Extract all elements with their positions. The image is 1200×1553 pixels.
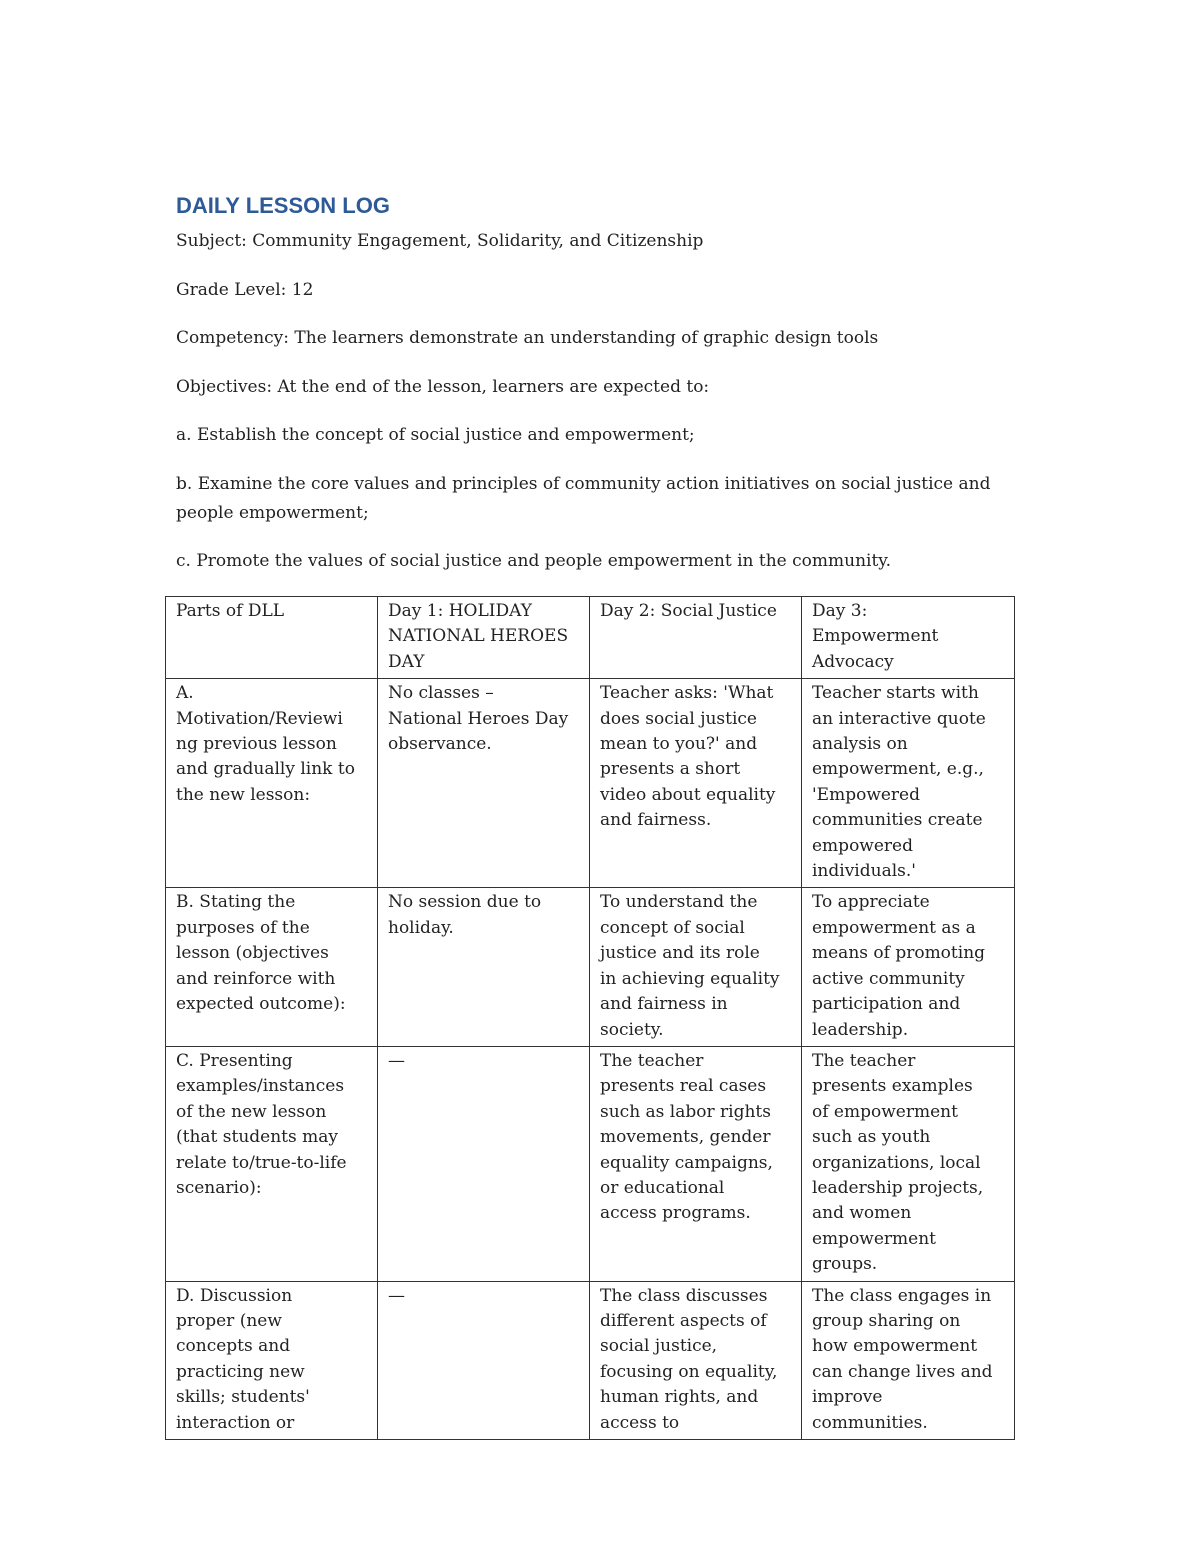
objective-b: b. Examine the core values and principles of community action initiatives on social justice and people empowerment; xyxy=(176,474,991,523)
row-b-day3: To appreciate empowerment as a means of promoting active community participation and leadership. xyxy=(812,892,986,1040)
table-cell xyxy=(378,888,590,1046)
header-cell-parts xyxy=(166,597,378,679)
grade-level-line: Grade Level: 12 xyxy=(176,280,314,300)
table-cell xyxy=(590,679,802,888)
row-a-day1: No classes – National Heroes Day observance. xyxy=(388,683,569,755)
row-b-part: B. Stating the purposes of the lesson (objectives and reinforce with expected outcome): xyxy=(176,892,346,1015)
objective-c: c. Promote the values of social justice and people empowerment in the community. xyxy=(176,551,892,571)
table-row xyxy=(166,1046,1015,1281)
table-header-row xyxy=(166,597,1015,679)
row-d-day3: The class engages in group sharing on how empowerment can change lives and improve communities. xyxy=(812,1285,993,1433)
objective-a: a. Establish the concept of social justice and empowerment; xyxy=(176,425,695,445)
header-cell-day2 xyxy=(590,597,802,679)
row-c-day2: The teacher presents real cases such as labor rights movements, gender equality campaigns, or educational access programs. xyxy=(600,1050,773,1224)
row-d-day2: The class discusses different aspects of social justice, focusing on equality, human rights, and access to xyxy=(600,1285,778,1433)
row-b-day2: To understand the concept of social justice and its role in achieving equality and fairness in society. xyxy=(600,892,780,1040)
row-a-part: A. Motivation/Reviewi ng previous lesson and gradually link to the new lesson: xyxy=(176,683,355,805)
table-cell xyxy=(802,1046,1015,1281)
table-cell xyxy=(590,888,802,1046)
row-c-day1: — xyxy=(388,1050,405,1071)
header-label: Parts of DLL xyxy=(176,601,285,621)
header-label: Day 1: HOLIDAY NATIONAL HEROES DAY xyxy=(388,601,569,672)
table-cell xyxy=(802,1281,1015,1439)
subject-line: Subject: Community Engagement, Solidarity, and Citizenship xyxy=(176,231,704,251)
row-d-day1: — xyxy=(388,1285,405,1306)
objectives-intro: Objectives: At the end of the lesson, learners are expected to: xyxy=(176,377,710,397)
row-a-day2: Teacher asks: 'What does social justice mean to you?' and presents a short video about equality and fairness. xyxy=(600,683,776,831)
row-c-day3: The teacher presents examples of empowerment such as youth organizations, local leadership projects, and women empowerment groups. xyxy=(812,1050,984,1275)
header-label: Day 2: Social Justice xyxy=(600,601,777,621)
row-a-day3: Teacher starts with an interactive quote analysis on empowerment, e.g., 'Empowered communities create empowered individuals.' xyxy=(812,683,986,882)
table-cell xyxy=(802,679,1015,888)
row-d-part: D. Discussion proper (new concepts and practicing new skills; students' interaction or xyxy=(176,1285,310,1433)
header-cell-day3 xyxy=(802,597,1015,679)
table-cell xyxy=(166,888,378,1046)
table-cell xyxy=(166,1046,378,1281)
row-b-day1: No session due to holiday. xyxy=(388,892,542,938)
table-cell xyxy=(590,1046,802,1281)
table-row xyxy=(166,1281,1015,1439)
table-cell xyxy=(590,1281,802,1439)
table-cell xyxy=(378,679,590,888)
table-row xyxy=(166,679,1015,888)
row-c-part: C. Presenting examples/instances of the new lesson (that students may relate to/true-to-life scenario): xyxy=(176,1050,347,1198)
table-cell xyxy=(166,679,378,888)
table-cell xyxy=(378,1046,590,1281)
lesson-log-table xyxy=(165,596,1015,1440)
table-cell xyxy=(802,888,1015,1046)
table-row xyxy=(166,888,1015,1046)
table-cell xyxy=(378,1281,590,1439)
header-cell-day1 xyxy=(378,597,590,679)
header-label: Day 3: Empowerment Advocacy xyxy=(812,601,939,672)
table-cell xyxy=(166,1281,378,1439)
competency-line: Competency: The learners demonstrate an understanding of graphic design tools xyxy=(176,328,879,348)
document-title: DAILY LESSON LOG xyxy=(176,193,390,218)
